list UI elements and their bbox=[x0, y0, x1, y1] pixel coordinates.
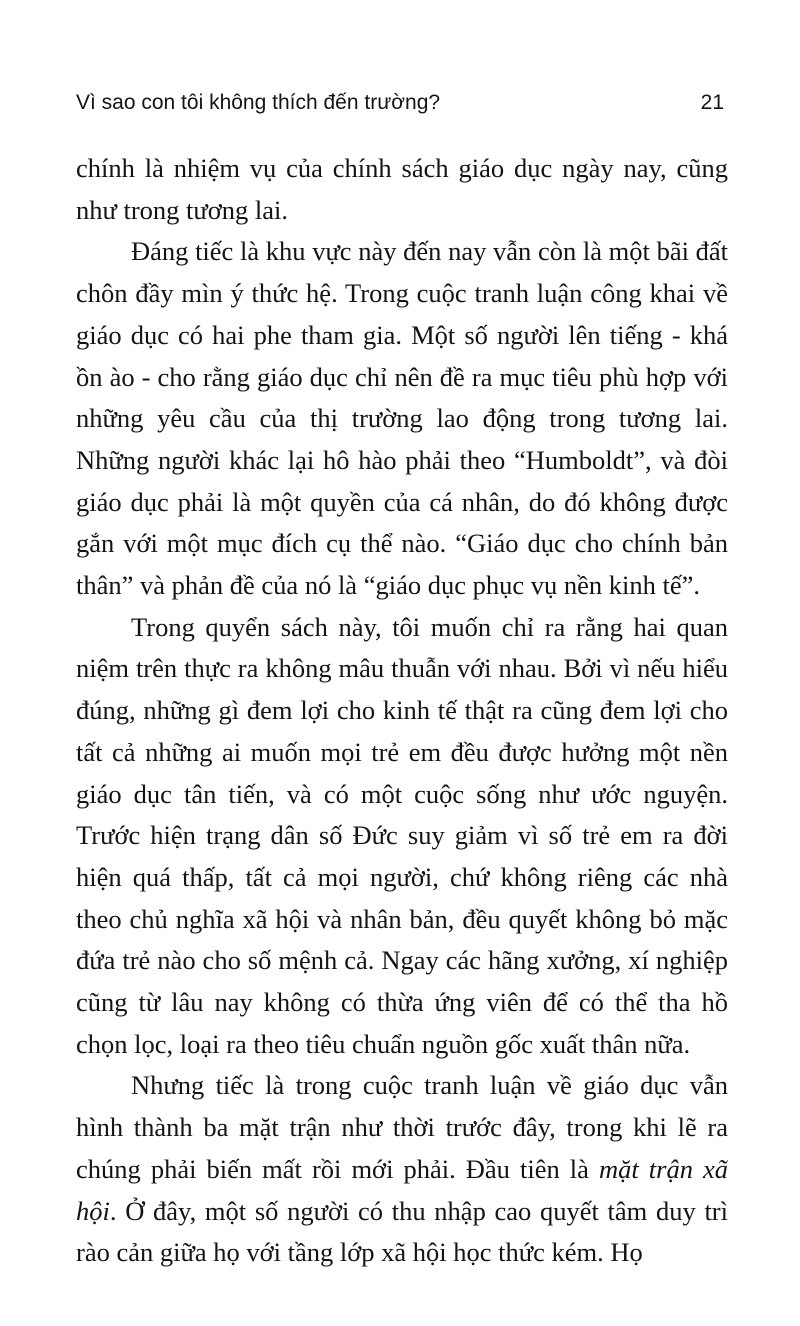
paragraph-text: . Ở đây, một số người có thu nhập cao quyết tâm duy trì rào cản giữa họ với tầng lớp xã hội học thức kém. Họ bbox=[76, 1195, 728, 1268]
emphasis-term: mặt trận xã hội bbox=[76, 1153, 729, 1226]
body-text bbox=[76, 148, 728, 1274]
page-number: 21 bbox=[700, 91, 724, 114]
paragraph: Trong quyển sách này, tôi muốn chỉ ra rằng hai quan niệm trên thực ra không mâu thuẫn với nhau. Bởi vì nếu hiểu đúng, những gì đem lợi cho kinh tế thật ra cũng đem lợi cho tất cả những ai muốn mọi trẻ em đều được hưởng một nền giáo dục tân tiến, và có một cuộc sống như ước nguyện. Trước hiện trạng dân số Đức suy giảm vì số trẻ em ra đời hiện quá thấp, tất cả mọi người, chứ không riêng các nhà theo chủ nghĩa xã hội và nhân bản, đều quyết không bỏ mặc đứa trẻ nào cho số mệnh cả. Ngay các hãng xưởng, xí nghiệp cũng từ lâu nay không có thừa ứng viên để có thể tha hồ chọn lọc, loại ra theo tiêu chuẩn nguồn gốc xuất thân nữa. bbox=[76, 611, 728, 1059]
paragraph: Đáng tiếc là khu vực này đến nay vẫn còn là một bãi đất chôn đầy mìn ý thức hệ. Trong cuộc tranh luận công khai về giáo dục có hai phe tham gia. Một số người lên tiếng - khá ồn ào - cho rằng giáo dục chỉ nên đề ra mục tiêu phù hợp với những yêu cầu của thị trường lao động trong tương lai. Những người khác lại hô hào phải theo “Humboldt”, và đòi giáo dục phải là một quyền của cá nhân, do đó không được gắn với một mục đích cụ thể nào. “Giáo dục cho chính bản thân” và phản đề của nó là “giáo dục phục vụ nền kinh tế”. bbox=[76, 236, 728, 601]
paragraph-text: Nhưng tiếc là trong cuộc tranh luận về giáo dục vẫn hình thành ba mặt trận như thời trước đây, trong khi lẽ ra chúng phải biến mất rồi mới phải. Đầu tiên là bbox=[76, 1070, 728, 1184]
paragraph-continuation: chính là nhiệm vụ của chính sách giáo dục ngày nay, cũng như trong tương lai. bbox=[76, 153, 728, 225]
running-head bbox=[76, 88, 724, 118]
running-title: Vì sao con tôi không thích đến trường? bbox=[76, 91, 441, 114]
paragraph bbox=[76, 1065, 728, 1274]
